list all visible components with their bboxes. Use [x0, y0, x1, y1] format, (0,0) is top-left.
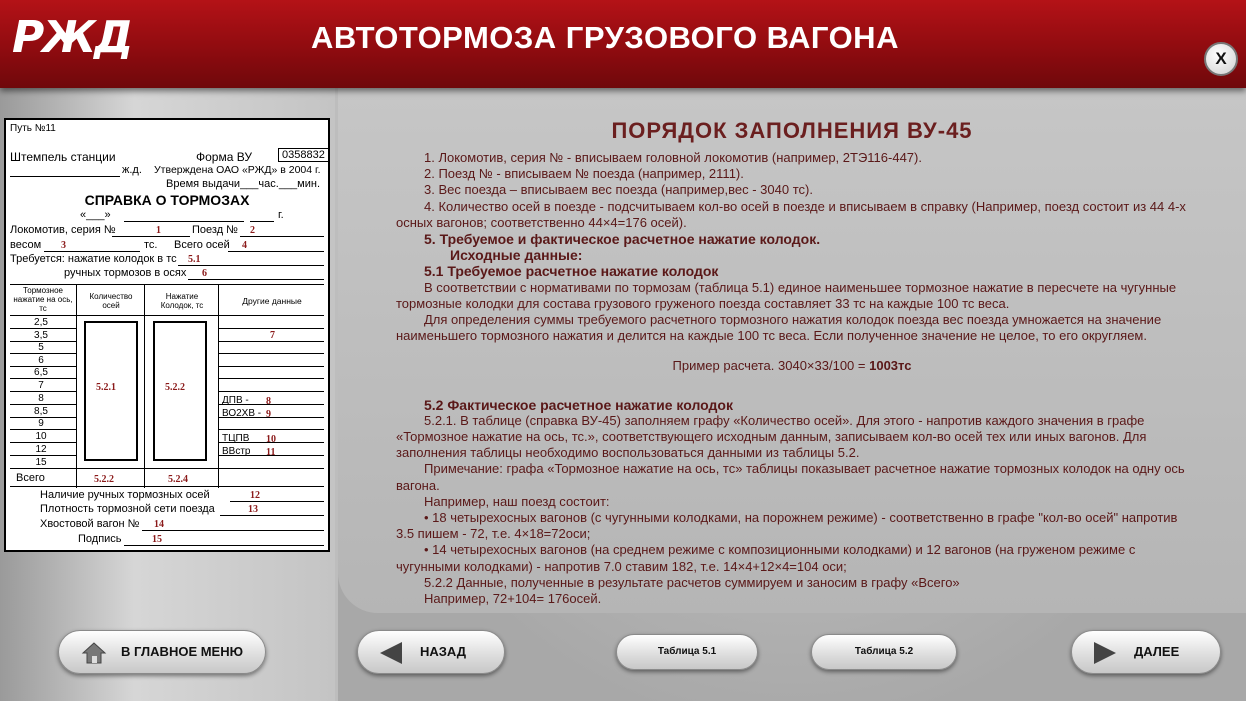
app-title: АВТОТОРМОЗА ГРУЗОВОГО ВАГОНА	[311, 20, 899, 55]
arrow-right-icon	[1094, 642, 1116, 664]
doc-calc	[396, 358, 1188, 374]
table-row: 8	[38, 393, 44, 404]
app-header	[0, 0, 1246, 88]
form-number: 0358832	[278, 148, 329, 162]
doc-p4: 4. Количество осей в поезде - подсчитываем кол-во осей в поезде и вписываем в справку (Например, поезд состоит из 44 4-х осных вагонов; соответственно 44×4=176 осей).	[396, 198, 1186, 230]
mark-6: 6	[202, 268, 207, 279]
required-label: Требуется: нажатие колодок в тс	[10, 253, 177, 265]
doc-p522: 5.2.2 Данные, полученные в результате расчетов суммируем и заносим в графу «Всего»	[424, 574, 960, 590]
main-menu-button[interactable]	[58, 630, 266, 674]
next-label: ДАЛЕЕ	[1134, 644, 1180, 659]
next-button[interactable]	[1071, 630, 1221, 674]
col-press-header: Нажатие Колодок, тс	[160, 292, 204, 310]
year-label: г.	[278, 209, 284, 221]
other-vozhv: ВО2ХВ -	[222, 408, 262, 419]
table-5-1-button[interactable]	[616, 634, 758, 670]
mark-5-2-1: 5.2.1	[96, 382, 116, 393]
date-line: «___»	[80, 209, 111, 221]
route-label: Путь №11	[10, 123, 56, 134]
mark-12: 12	[250, 490, 260, 501]
home-icon	[81, 641, 107, 665]
doc-p2: 2. Поезд № - вписываем № поезда (например, 2111).	[424, 166, 744, 182]
table-5-2-label: Таблица 5.2	[854, 646, 914, 657]
mark-11: 11	[266, 447, 276, 458]
doc-example: Например, наш поезд состоит:	[424, 493, 610, 509]
vu45-form	[4, 118, 330, 552]
tail-car-label: Хвостовой вагон №	[40, 518, 140, 530]
mark-8: 8	[266, 396, 271, 407]
table-row: 15	[35, 457, 47, 468]
doc-h51: 5.1 Требуемое расчетное нажатие колодок	[424, 263, 719, 280]
mark-5-2-4: 5.2.4	[168, 474, 188, 485]
doc-text	[396, 150, 1188, 607]
table-row: 6,5	[34, 367, 48, 378]
hand-label: ручных тормозов в осях	[64, 267, 187, 279]
doc-note: Примечание: графа «Тормозное нажатие на ось, тс» таблицы показывает расчетное нажатие тормозных колодок на одну ось вагона.	[396, 461, 1185, 493]
doc-bullet-2: • 14 четырехосных вагонов (на среднем режиме с композиционными колодками) и 12 вагонов (на груженом режиме с чугунными колодками) - напротив 7.0 ставим 182, т.е. 14×4+12×4=104 оси;	[396, 542, 1136, 574]
col-pressure-header: Тормозное нажатие на ось, тс	[13, 286, 73, 313]
doc-p51b: Для определения суммы требуемого расчетного тормозного нажатия колодок поезда вес поезда умножается на значение наименьшего тормозного нажатия и делится на каждые 100 тс веса. Если полученное значение не целое, то его округляем.	[396, 312, 1162, 344]
doc-h52: 5.2 Фактическое расчетное нажатие колодок	[424, 396, 733, 413]
approved-label: Утверждена ОАО «РЖД» в 2004 г.	[154, 164, 321, 176]
total-label: Всего	[16, 472, 45, 484]
weight-unit: тс.	[144, 239, 158, 251]
table-row: 6	[38, 355, 44, 366]
table-row: 7	[38, 380, 44, 391]
rzd-logo: РЖД	[12, 12, 132, 63]
back-button[interactable]	[357, 630, 505, 674]
issue-time: Время выдачи___час.___мин.	[166, 178, 321, 190]
mark-3: 3	[61, 240, 66, 251]
doc-p1: 1. Локомотив, серия № - вписываем головной локомотив (например, 2ТЭ116-447).	[424, 150, 922, 165]
main-menu-label: В ГЛАВНОЕ МЕНЮ	[121, 644, 244, 659]
mark-13: 13	[248, 504, 258, 515]
table-5-1-label: Таблица 5.1	[657, 646, 717, 657]
mark-14: 14	[154, 519, 164, 530]
mark-1: 1	[156, 225, 161, 236]
mark-5-2-2: 5.2.2	[165, 382, 185, 393]
mark-15: 15	[152, 534, 162, 545]
calc-label: Пример расчета. 3040×33/100 =	[672, 358, 870, 374]
col-axles-header: Количество осей	[89, 292, 133, 310]
hand-brakes-label: Наличие ручных тормозных осей	[40, 489, 210, 501]
table-5-2-button[interactable]	[811, 634, 957, 670]
doc-p521: 5.2.1. В таблице (справка ВУ-45) заполняем графу «Количество осей». Для этого - напротив каждого значения в графе «Тормозное нажатие на ось, тс.», соответствующего исходным данным, записываем кол-во осей тех или иных вагонов. Для заполнения таблицы необходимо воспользоваться данными из таблицы 5.2.	[396, 412, 1147, 461]
doc-h-source: Исходные данные:	[450, 247, 583, 264]
mark-5-2-2-total: 5.2.2	[94, 474, 114, 485]
mark-10: 10	[266, 434, 276, 445]
mark-9: 9	[266, 409, 271, 420]
other-vvstr: ВВстр	[222, 446, 251, 457]
mark-5-1: 5.1	[188, 254, 201, 265]
table-row: 9	[38, 418, 44, 429]
form-heading: СПРАВКА О ТОРМОЗАХ	[84, 192, 250, 208]
train-label: Поезд №	[192, 224, 238, 236]
loco-label: Локомотив, серия №	[10, 224, 116, 236]
form-label: Форма ВУ	[196, 150, 252, 164]
arrow-left-icon	[380, 642, 402, 664]
doc-h5: 5. Требуемое и фактическое расчетное нажатие колодок.	[424, 231, 821, 248]
col-other-header: Другие данные	[242, 296, 302, 306]
mark-2: 2	[250, 225, 255, 236]
doc-p3: 3. Вес поезда – вписываем вес поезда (например,вес - 3040 тс).	[424, 182, 813, 198]
axles-label: Всего осей	[174, 239, 230, 251]
table-row: 5	[38, 342, 44, 353]
weight-label: весом	[10, 239, 42, 251]
close-button[interactable]: X	[1204, 42, 1238, 76]
railway-label: ж.д.	[122, 164, 142, 176]
table-row: 12	[35, 444, 47, 455]
table-row: 2,5	[34, 317, 48, 328]
table-row: 10	[35, 431, 47, 442]
doc-title: ПОРЯДОК ЗАПОЛНЕНИЯ ВУ-45	[611, 118, 973, 143]
signature-label: Подпись	[78, 533, 122, 545]
other-dpv: ДПВ -	[222, 395, 249, 406]
table-row: 8,5	[34, 406, 48, 417]
density-label: Плотность тормозной сети поезда	[40, 503, 215, 515]
stamp-label: Штемпель станции	[10, 150, 116, 164]
mark-4: 4	[242, 240, 247, 251]
other-tspv: ТЦПВ	[222, 433, 250, 444]
table-row: 3,5	[34, 330, 48, 341]
back-label: НАЗАД	[420, 644, 467, 659]
doc-bullet-1: • 18 четырехосных вагонов (с чугунными колодками, на порожнем режиме) - соответственно в графе "кол-во осей" напротив 3.5 пишем - 72, т.е. 4×18=72оси;	[396, 510, 1178, 542]
mark-7: 7	[270, 330, 275, 341]
calc-result: 1003тс	[869, 358, 912, 374]
doc-p522-example: Например, 72+104= 176осей.	[424, 591, 602, 607]
doc-p51a: В соответствии с нормативами по тормозам (таблица 5.1) единое наименьшее тормозное нажатие в пересчете на чугунные тормозные колодки для состава грузового груженого поезда составляет 33 тс на каждые 100 тс веса.	[396, 279, 1177, 311]
